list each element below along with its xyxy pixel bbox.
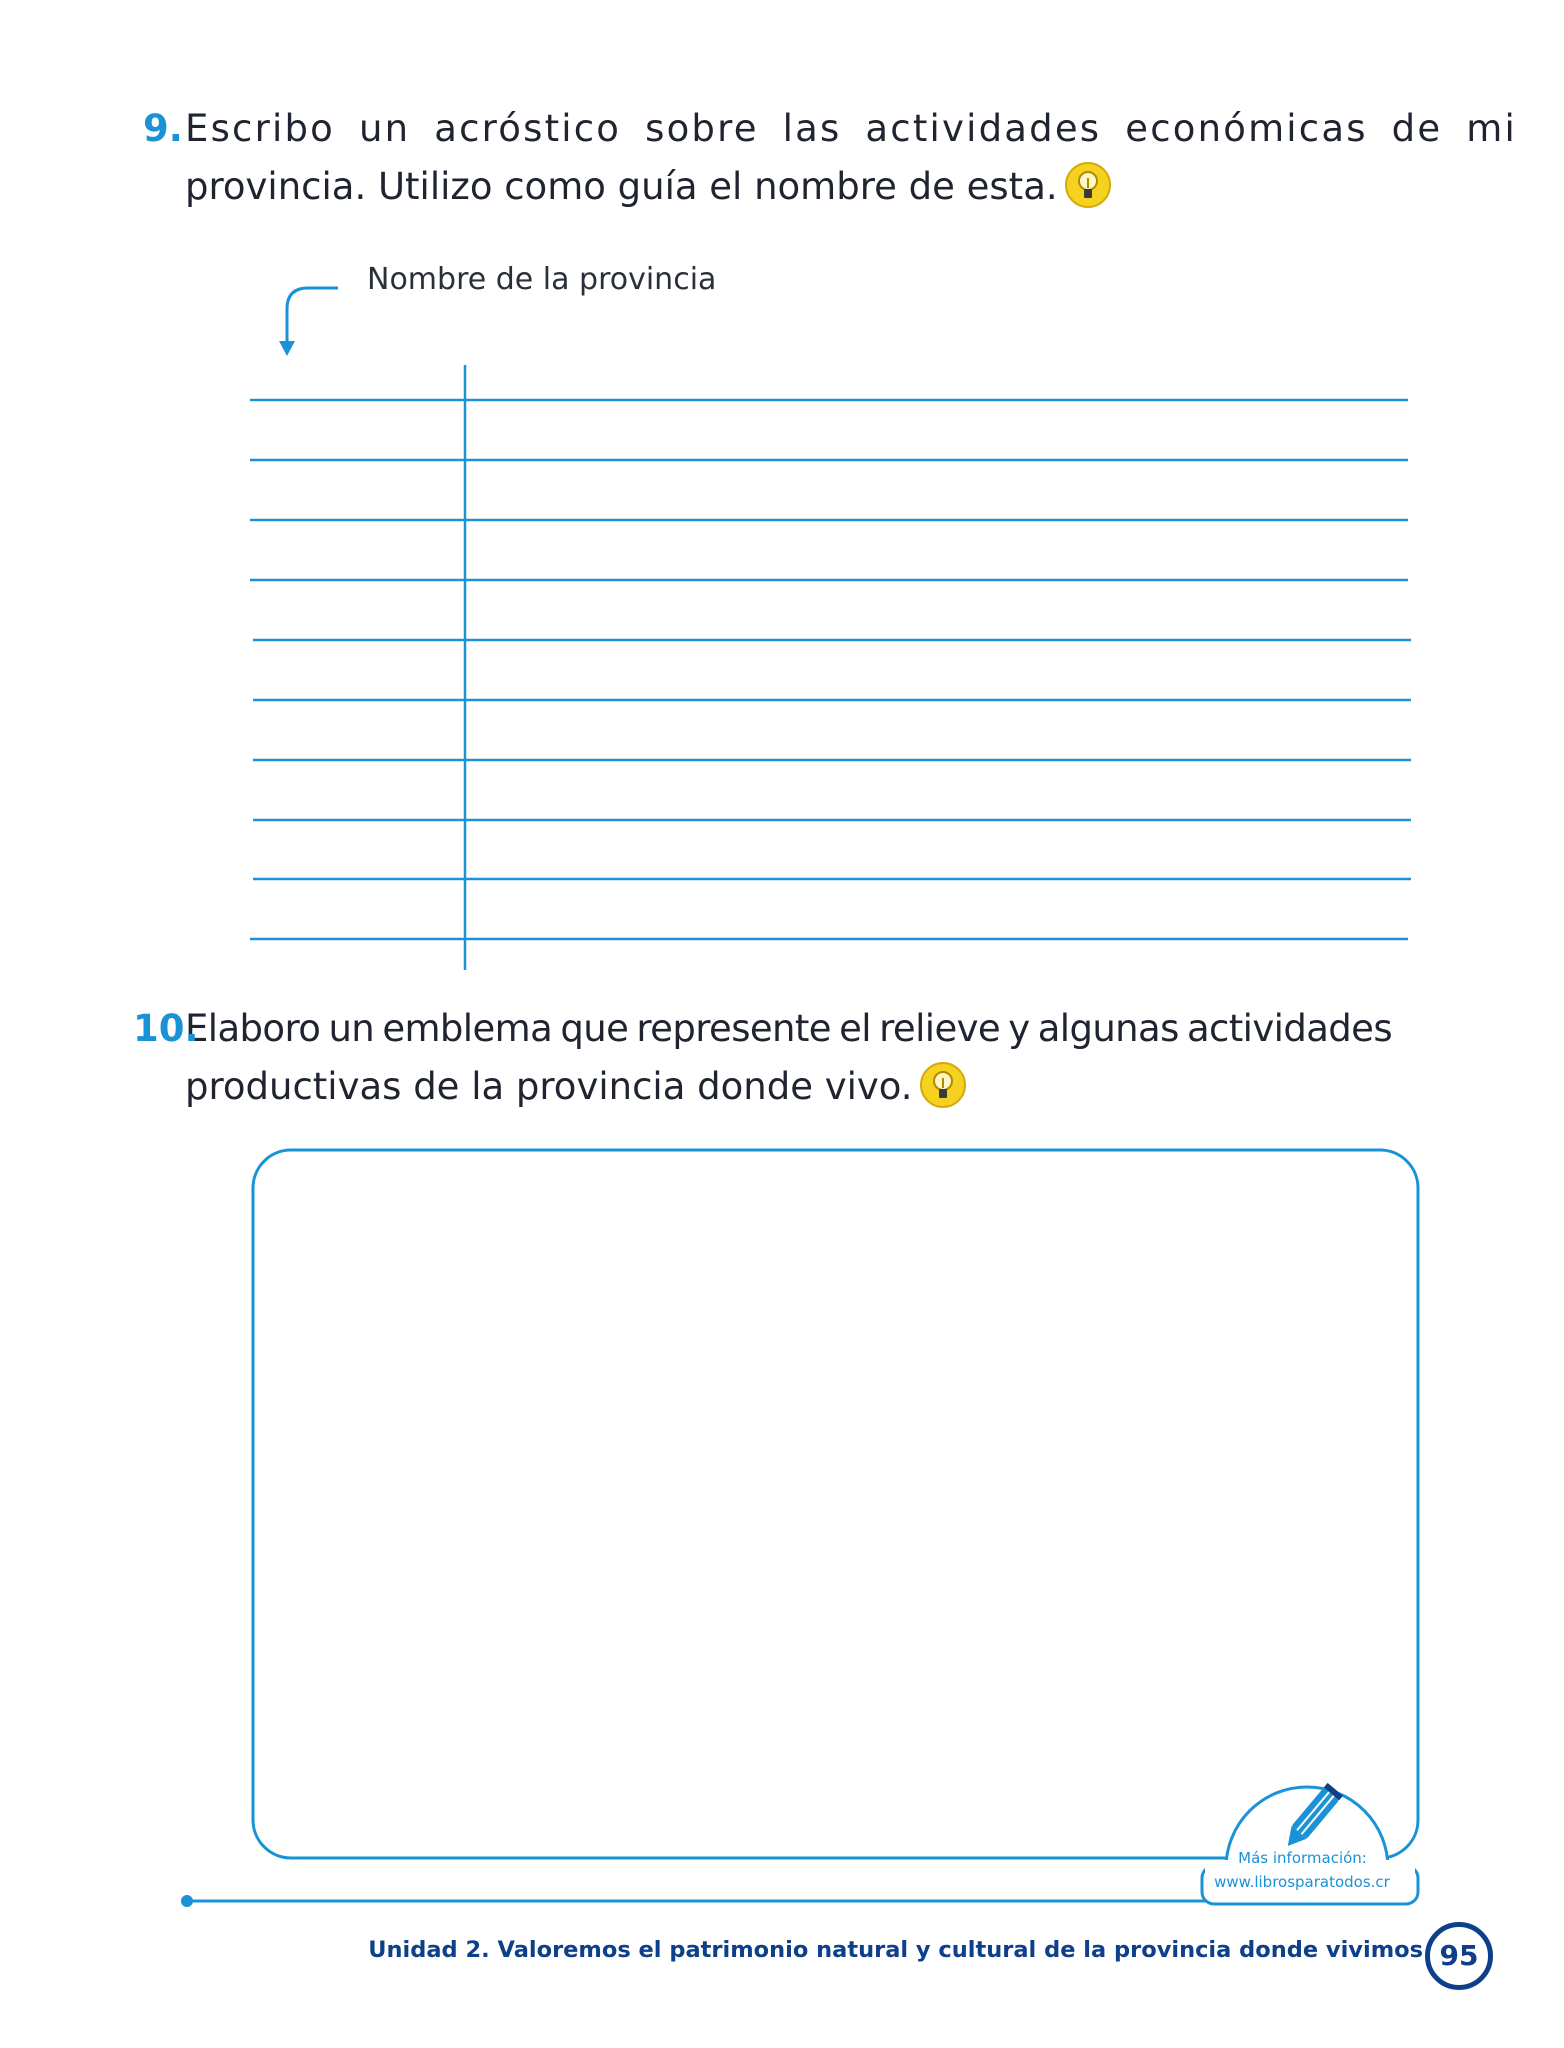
question-text-line-1: Escribo un acróstico sobre las actividades económicas de mi <box>185 107 1517 150</box>
question-number: 9. <box>143 107 183 150</box>
province-arrow <box>287 288 338 345</box>
lightbulb-icon <box>1064 161 1112 226</box>
emblem-drawing-box[interactable] <box>253 1150 1418 1858</box>
question-text-line-2 <box>185 158 1415 226</box>
acrostic-grid <box>250 365 1411 970</box>
question-text-line-1: Elaboro un emblema que represente el relieve y algunas actividades <box>185 1007 1393 1050</box>
unit-title: Unidad 2. Valoremos el patrimonio natural y cultural de la provincia donde vivimos <box>368 1937 1423 1963</box>
page-number: 95 <box>1425 1922 1493 1990</box>
province-name-label: Nombre de la provincia <box>367 262 717 297</box>
more-info-link[interactable]: www.librosparatodos.cr <box>1214 1873 1390 1891</box>
question-text-line-2 <box>185 1058 1415 1126</box>
question-text: productivas de la provincia donde vivo. <box>185 1065 913 1108</box>
more-info-label: Más información: <box>1238 1849 1367 1867</box>
footer-rule-dot <box>181 1895 193 1907</box>
question-10 <box>133 1000 1415 1126</box>
question-9 <box>143 100 1517 226</box>
arrow-head <box>279 341 295 356</box>
question-number: 10. <box>133 1007 199 1050</box>
lightbulb-icon <box>919 1061 967 1126</box>
question-text: provincia. Utilizo como guía el nombre de esta. <box>185 165 1058 208</box>
